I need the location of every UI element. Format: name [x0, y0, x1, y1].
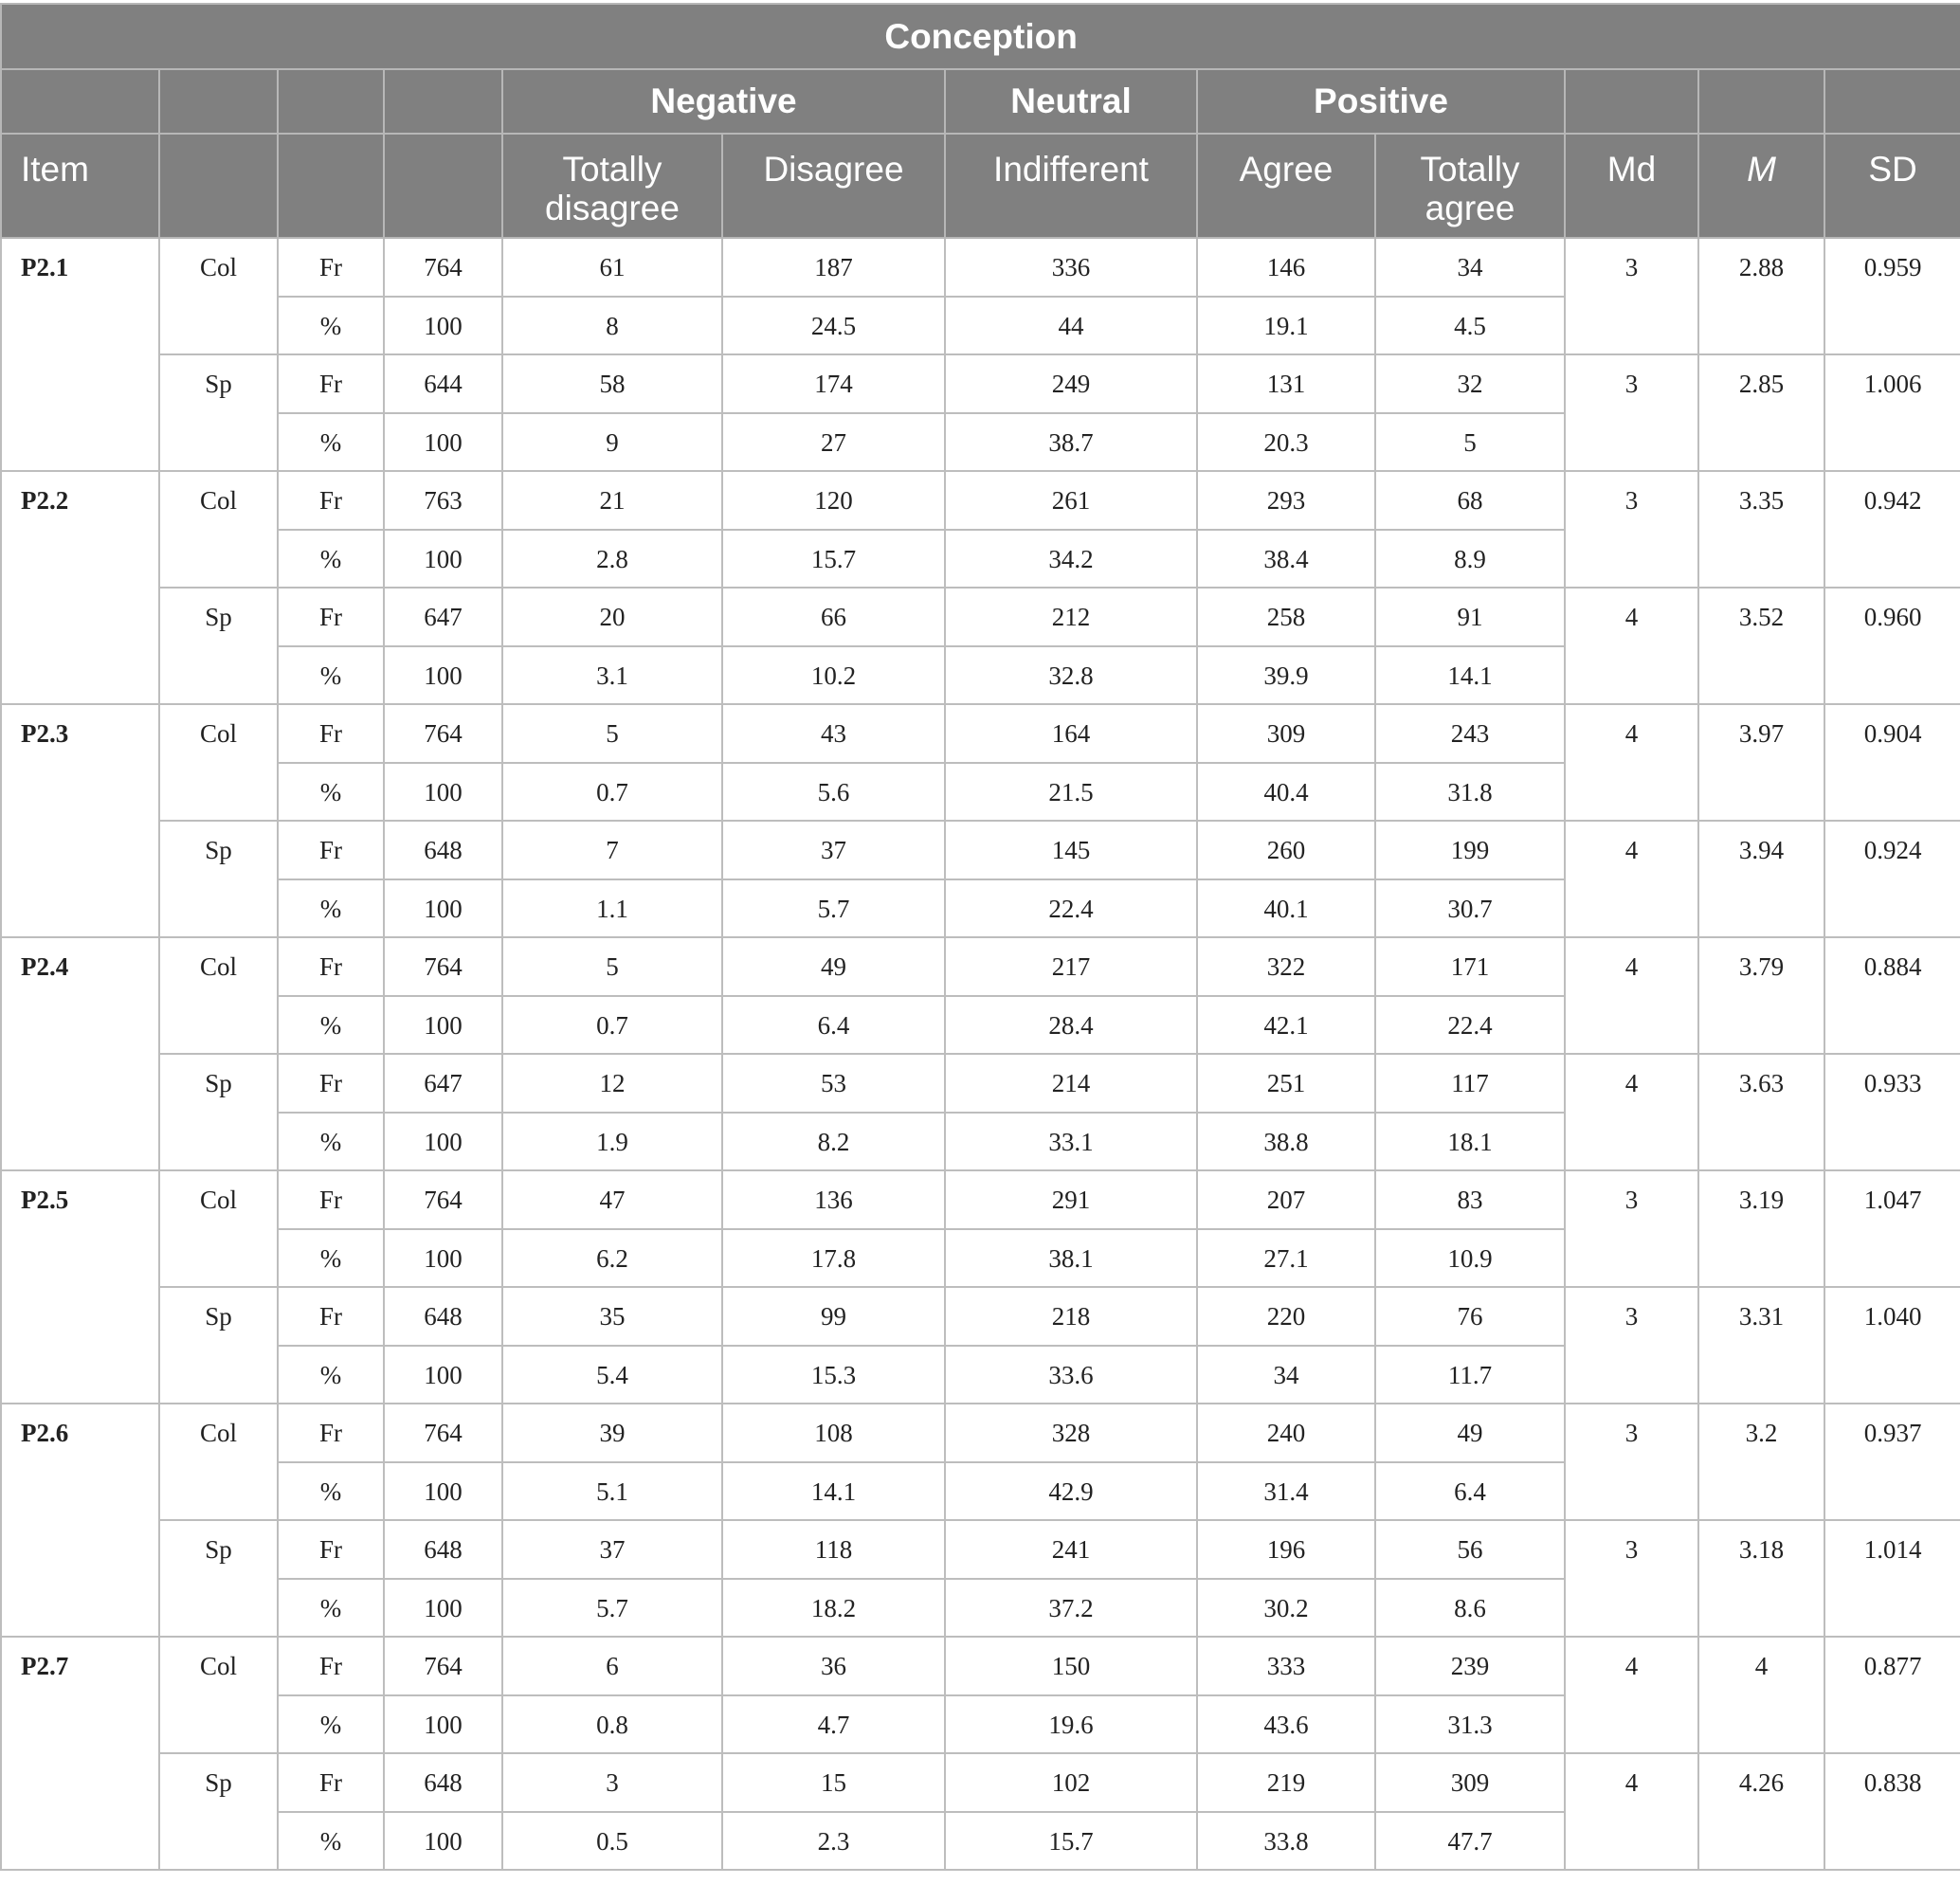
type-cell: Fr: [278, 1520, 384, 1579]
n-cell: 764: [384, 704, 502, 763]
totally-disagree-cell: 3.1: [502, 646, 722, 705]
header-blank: [278, 69, 384, 134]
totally-disagree-cell: 12: [502, 1054, 722, 1113]
indifferent-cell: 28.4: [945, 996, 1197, 1055]
type-cell: Fr: [278, 471, 384, 530]
agree-cell: 31.4: [1197, 1462, 1375, 1521]
disagree-cell: 17.8: [722, 1229, 945, 1288]
disagree-cell: 37: [722, 821, 945, 879]
sd-cell: 1.014: [1824, 1520, 1960, 1637]
column-header-agree: Agree: [1197, 134, 1375, 238]
table-row: [1, 1170, 1960, 1229]
agree-cell: 38.8: [1197, 1113, 1375, 1171]
group-header-neutral: Neutral: [945, 69, 1197, 134]
md-cell: 3: [1565, 1404, 1698, 1520]
md-cell: 3: [1565, 238, 1698, 354]
item-cell: P2.1: [1, 238, 159, 471]
country-cell: Col: [159, 238, 278, 354]
header-blank: [278, 134, 384, 238]
n-cell: 100: [384, 1579, 502, 1638]
column-header-md: Md: [1565, 134, 1698, 238]
indifferent-cell: 42.9: [945, 1462, 1197, 1521]
totally-disagree-cell: 61: [502, 238, 722, 297]
item-cell: P2.6: [1, 1404, 159, 1637]
agree-cell: 19.1: [1197, 297, 1375, 355]
agree-cell: 40.1: [1197, 879, 1375, 938]
item-cell: P2.2: [1, 471, 159, 704]
disagree-cell: 2.3: [722, 1812, 945, 1871]
disagree-cell: 5.7: [722, 879, 945, 938]
totally-agree-cell: 31.3: [1375, 1695, 1565, 1754]
group-header-positive: Positive: [1197, 69, 1565, 134]
totally-disagree-cell: 1.9: [502, 1113, 722, 1171]
disagree-cell: 66: [722, 588, 945, 646]
table-row: [1, 354, 1960, 413]
type-cell: Fr: [278, 588, 384, 646]
table-row: [1, 1520, 1960, 1579]
totally-agree-cell: 31.8: [1375, 763, 1565, 822]
n-cell: 100: [384, 1462, 502, 1521]
md-cell: 4: [1565, 1753, 1698, 1870]
indifferent-cell: 217: [945, 937, 1197, 996]
totally-disagree-cell: 7: [502, 821, 722, 879]
totally-disagree-cell: 0.5: [502, 1812, 722, 1871]
disagree-cell: 6.4: [722, 996, 945, 1055]
n-cell: 647: [384, 1054, 502, 1113]
group-header-negative: Negative: [502, 69, 945, 134]
n-cell: 648: [384, 1520, 502, 1579]
totally-agree-cell: 309: [1375, 1753, 1565, 1812]
type-cell: %: [278, 1462, 384, 1521]
n-cell: 100: [384, 1812, 502, 1871]
table-row: [1, 238, 1960, 297]
type-cell: Fr: [278, 704, 384, 763]
indifferent-cell: 38.1: [945, 1229, 1197, 1288]
totally-disagree-cell: 3: [502, 1753, 722, 1812]
disagree-cell: 5.6: [722, 763, 945, 822]
type-cell: Fr: [278, 238, 384, 297]
totally-disagree-cell: 0.8: [502, 1695, 722, 1754]
totally-disagree-cell: 37: [502, 1520, 722, 1579]
type-cell: Fr: [278, 354, 384, 413]
table-row: [1, 704, 1960, 763]
column-header-item: Item: [1, 134, 159, 238]
totally-disagree-cell: 6.2: [502, 1229, 722, 1288]
type-cell: %: [278, 1346, 384, 1404]
md-cell: 4: [1565, 588, 1698, 704]
totally-disagree-cell: 5.7: [502, 1579, 722, 1638]
type-cell: Fr: [278, 1404, 384, 1462]
country-cell: Sp: [159, 1520, 278, 1637]
column-header-indifferent: Indifferent: [945, 134, 1197, 238]
n-cell: 100: [384, 996, 502, 1055]
table-row: [1, 1054, 1960, 1113]
indifferent-cell: 34.2: [945, 530, 1197, 589]
n-cell: 100: [384, 646, 502, 705]
country-cell: Col: [159, 1637, 278, 1753]
table-row: [1, 821, 1960, 879]
column-header-totally-agree: Totally agree: [1375, 134, 1565, 238]
n-cell: 648: [384, 1753, 502, 1812]
mean-cell: 4.26: [1698, 1753, 1824, 1870]
totally-agree-cell: 30.7: [1375, 879, 1565, 938]
agree-cell: 40.4: [1197, 763, 1375, 822]
disagree-cell: 53: [722, 1054, 945, 1113]
totally-agree-cell: 34: [1375, 238, 1565, 297]
country-cell: Sp: [159, 1753, 278, 1870]
totally-disagree-cell: 47: [502, 1170, 722, 1229]
totally-agree-cell: 117: [1375, 1054, 1565, 1113]
agree-cell: 43.6: [1197, 1695, 1375, 1754]
column-header-totally-disagree: Totally disagree: [502, 134, 722, 238]
agree-cell: 33.8: [1197, 1812, 1375, 1871]
type-cell: Fr: [278, 1054, 384, 1113]
totally-agree-cell: 49: [1375, 1404, 1565, 1462]
mean-cell: 3.31: [1698, 1287, 1824, 1404]
disagree-cell: 136: [722, 1170, 945, 1229]
totally-agree-cell: 5: [1375, 413, 1565, 472]
mean-cell: 3.52: [1698, 588, 1824, 704]
agree-cell: 34: [1197, 1346, 1375, 1404]
type-cell: Fr: [278, 1637, 384, 1695]
type-cell: Fr: [278, 1287, 384, 1346]
disagree-cell: 24.5: [722, 297, 945, 355]
disagree-cell: 15.3: [722, 1346, 945, 1404]
agree-cell: 30.2: [1197, 1579, 1375, 1638]
totally-disagree-cell: 5.4: [502, 1346, 722, 1404]
totally-agree-cell: 8.6: [1375, 1579, 1565, 1638]
sd-cell: 1.006: [1824, 354, 1960, 471]
totally-disagree-cell: 35: [502, 1287, 722, 1346]
type-cell: Fr: [278, 937, 384, 996]
type-cell: %: [278, 763, 384, 822]
indifferent-cell: 214: [945, 1054, 1197, 1113]
indifferent-cell: 38.7: [945, 413, 1197, 472]
indifferent-cell: 164: [945, 704, 1197, 763]
agree-cell: 20.3: [1197, 413, 1375, 472]
totally-agree-cell: 239: [1375, 1637, 1565, 1695]
totally-agree-cell: 171: [1375, 937, 1565, 996]
mean-cell: 3.79: [1698, 937, 1824, 1054]
column-header-mean: M: [1698, 134, 1824, 238]
totally-disagree-cell: 21: [502, 471, 722, 530]
n-cell: 764: [384, 937, 502, 996]
agree-cell: 293: [1197, 471, 1375, 530]
type-cell: %: [278, 1579, 384, 1638]
item-cell: P2.5: [1, 1170, 159, 1404]
indifferent-cell: 218: [945, 1287, 1197, 1346]
type-cell: %: [278, 1695, 384, 1754]
header-blank: [1698, 69, 1824, 134]
totally-agree-cell: 47.7: [1375, 1812, 1565, 1871]
mean-cell: 3.97: [1698, 704, 1824, 821]
indifferent-cell: 32.8: [945, 646, 1197, 705]
indifferent-cell: 328: [945, 1404, 1197, 1462]
mean-cell: 3.35: [1698, 471, 1824, 588]
totally-disagree-cell: 58: [502, 354, 722, 413]
totally-disagree-cell: 2.8: [502, 530, 722, 589]
indifferent-cell: 19.6: [945, 1695, 1197, 1754]
sd-cell: 0.959: [1824, 238, 1960, 354]
disagree-cell: 108: [722, 1404, 945, 1462]
agree-cell: 42.1: [1197, 996, 1375, 1055]
indifferent-cell: 145: [945, 821, 1197, 879]
header-blank: [1565, 69, 1698, 134]
totally-agree-cell: 76: [1375, 1287, 1565, 1346]
type-cell: %: [278, 1113, 384, 1171]
disagree-cell: 14.1: [722, 1462, 945, 1521]
table-body: [1, 238, 1960, 1870]
totally-disagree-cell: 1.1: [502, 879, 722, 938]
mean-cell: 2.88: [1698, 238, 1824, 354]
table-row: [1, 937, 1960, 996]
table-row: [1, 1637, 1960, 1695]
md-cell: 3: [1565, 471, 1698, 588]
disagree-cell: 49: [722, 937, 945, 996]
type-cell: %: [278, 530, 384, 589]
agree-cell: 333: [1197, 1637, 1375, 1695]
totally-disagree-cell: 9: [502, 413, 722, 472]
type-cell: %: [278, 1812, 384, 1871]
totally-agree-cell: 18.1: [1375, 1113, 1565, 1171]
totally-disagree-cell: 6: [502, 1637, 722, 1695]
indifferent-cell: 150: [945, 1637, 1197, 1695]
indifferent-cell: 33.6: [945, 1346, 1197, 1404]
indifferent-cell: 33.1: [945, 1113, 1197, 1171]
indifferent-cell: 241: [945, 1520, 1197, 1579]
sd-cell: 0.904: [1824, 704, 1960, 821]
n-cell: 100: [384, 1695, 502, 1754]
sd-cell: 0.838: [1824, 1753, 1960, 1870]
totally-agree-cell: 10.9: [1375, 1229, 1565, 1288]
header-blank: [1, 69, 159, 134]
n-cell: 644: [384, 354, 502, 413]
indifferent-cell: 336: [945, 238, 1197, 297]
totally-disagree-cell: 5.1: [502, 1462, 722, 1521]
disagree-cell: 4.7: [722, 1695, 945, 1754]
n-cell: 763: [384, 471, 502, 530]
md-cell: 4: [1565, 1054, 1698, 1170]
agree-cell: 309: [1197, 704, 1375, 763]
n-cell: 648: [384, 1287, 502, 1346]
sd-cell: 0.924: [1824, 821, 1960, 937]
agree-cell: 240: [1197, 1404, 1375, 1462]
disagree-cell: 15: [722, 1753, 945, 1812]
indifferent-cell: 102: [945, 1753, 1197, 1812]
totally-agree-cell: 4.5: [1375, 297, 1565, 355]
totally-agree-cell: 243: [1375, 704, 1565, 763]
country-cell: Col: [159, 1170, 278, 1287]
disagree-cell: 174: [722, 354, 945, 413]
type-cell: Fr: [278, 1170, 384, 1229]
indifferent-cell: 261: [945, 471, 1197, 530]
n-cell: 648: [384, 821, 502, 879]
header-blank: [1824, 69, 1960, 134]
disagree-cell: 187: [722, 238, 945, 297]
disagree-cell: 15.7: [722, 530, 945, 589]
disagree-cell: 118: [722, 1520, 945, 1579]
disagree-cell: 36: [722, 1637, 945, 1695]
totally-disagree-cell: 0.7: [502, 996, 722, 1055]
table-row: [1, 588, 1960, 646]
n-cell: 100: [384, 879, 502, 938]
mean-cell: 4: [1698, 1637, 1824, 1753]
md-cell: 4: [1565, 937, 1698, 1054]
sd-cell: 0.884: [1824, 937, 1960, 1054]
disagree-cell: 8.2: [722, 1113, 945, 1171]
agree-cell: 251: [1197, 1054, 1375, 1113]
agree-cell: 39.9: [1197, 646, 1375, 705]
type-cell: %: [278, 413, 384, 472]
table-row: [1, 1287, 1960, 1346]
agree-cell: 196: [1197, 1520, 1375, 1579]
country-cell: Sp: [159, 821, 278, 937]
table-title: Conception: [1, 4, 1960, 69]
header-blank: [159, 69, 278, 134]
country-cell: Sp: [159, 1054, 278, 1170]
indifferent-cell: 291: [945, 1170, 1197, 1229]
md-cell: 4: [1565, 821, 1698, 937]
disagree-cell: 18.2: [722, 1579, 945, 1638]
conception-table: [0, 3, 1960, 1871]
sd-cell: 0.960: [1824, 588, 1960, 704]
md-cell: 3: [1565, 1520, 1698, 1637]
indifferent-cell: 212: [945, 588, 1197, 646]
totally-disagree-cell: 20: [502, 588, 722, 646]
md-cell: 4: [1565, 704, 1698, 821]
country-cell: Sp: [159, 1287, 278, 1404]
type-cell: %: [278, 1229, 384, 1288]
disagree-cell: 120: [722, 471, 945, 530]
n-cell: 764: [384, 1404, 502, 1462]
n-cell: 100: [384, 1229, 502, 1288]
indifferent-cell: 249: [945, 354, 1197, 413]
md-cell: 3: [1565, 1170, 1698, 1287]
sd-cell: 1.047: [1824, 1170, 1960, 1287]
indifferent-cell: 37.2: [945, 1579, 1197, 1638]
totally-agree-cell: 68: [1375, 471, 1565, 530]
agree-cell: 220: [1197, 1287, 1375, 1346]
agree-cell: 207: [1197, 1170, 1375, 1229]
agree-cell: 260: [1197, 821, 1375, 879]
disagree-cell: 43: [722, 704, 945, 763]
totally-agree-cell: 56: [1375, 1520, 1565, 1579]
indifferent-cell: 44: [945, 297, 1197, 355]
totally-agree-cell: 8.9: [1375, 530, 1565, 589]
indifferent-cell: 22.4: [945, 879, 1197, 938]
country-cell: Sp: [159, 354, 278, 471]
table-row: [1, 1753, 1960, 1812]
totally-disagree-cell: 0.7: [502, 763, 722, 822]
n-cell: 100: [384, 1346, 502, 1404]
n-cell: 100: [384, 763, 502, 822]
item-cell: P2.7: [1, 1637, 159, 1870]
column-header-sd: SD: [1824, 134, 1960, 238]
header-blank: [384, 69, 502, 134]
n-cell: 764: [384, 238, 502, 297]
type-cell: %: [278, 879, 384, 938]
totally-agree-cell: 32: [1375, 354, 1565, 413]
totally-agree-cell: 11.7: [1375, 1346, 1565, 1404]
n-cell: 100: [384, 413, 502, 472]
mean-cell: 3.18: [1698, 1520, 1824, 1637]
totally-agree-cell: 14.1: [1375, 646, 1565, 705]
indifferent-cell: 21.5: [945, 763, 1197, 822]
mean-cell: 3.63: [1698, 1054, 1824, 1170]
country-cell: Col: [159, 1404, 278, 1520]
agree-cell: 219: [1197, 1753, 1375, 1812]
type-cell: Fr: [278, 1753, 384, 1812]
disagree-cell: 27: [722, 413, 945, 472]
md-cell: 4: [1565, 1637, 1698, 1753]
totally-disagree-cell: 5: [502, 704, 722, 763]
table-row: [1, 1404, 1960, 1462]
n-cell: 647: [384, 588, 502, 646]
country-cell: Sp: [159, 588, 278, 704]
totally-disagree-cell: 5: [502, 937, 722, 996]
disagree-cell: 99: [722, 1287, 945, 1346]
sd-cell: 1.040: [1824, 1287, 1960, 1404]
n-cell: 100: [384, 297, 502, 355]
totally-agree-cell: 6.4: [1375, 1462, 1565, 1521]
sd-cell: 0.877: [1824, 1637, 1960, 1753]
sd-cell: 0.933: [1824, 1054, 1960, 1170]
n-cell: 100: [384, 1113, 502, 1171]
country-cell: Col: [159, 937, 278, 1054]
disagree-cell: 10.2: [722, 646, 945, 705]
country-cell: Col: [159, 704, 278, 821]
column-header-disagree: Disagree: [722, 134, 945, 238]
item-cell: P2.4: [1, 937, 159, 1170]
table-row: [1, 471, 1960, 530]
indifferent-cell: 15.7: [945, 1812, 1197, 1871]
totally-disagree-cell: 8: [502, 297, 722, 355]
agree-cell: 146: [1197, 238, 1375, 297]
type-cell: %: [278, 646, 384, 705]
agree-cell: 322: [1197, 937, 1375, 996]
item-cell: P2.3: [1, 704, 159, 937]
sd-cell: 0.942: [1824, 471, 1960, 588]
header-blank: [159, 134, 278, 238]
mean-cell: 3.94: [1698, 821, 1824, 937]
totally-agree-cell: 91: [1375, 588, 1565, 646]
agree-cell: 258: [1197, 588, 1375, 646]
mean-cell: 2.85: [1698, 354, 1824, 471]
md-cell: 3: [1565, 1287, 1698, 1404]
header-blank: [384, 134, 502, 238]
sd-cell: 0.937: [1824, 1404, 1960, 1520]
country-cell: Col: [159, 471, 278, 588]
md-cell: 3: [1565, 354, 1698, 471]
type-cell: %: [278, 297, 384, 355]
mean-cell: 3.19: [1698, 1170, 1824, 1287]
agree-cell: 38.4: [1197, 530, 1375, 589]
totally-disagree-cell: 39: [502, 1404, 722, 1462]
mean-cell: 3.2: [1698, 1404, 1824, 1520]
totally-agree-cell: 83: [1375, 1170, 1565, 1229]
type-cell: %: [278, 996, 384, 1055]
agree-cell: 131: [1197, 354, 1375, 413]
n-cell: 764: [384, 1637, 502, 1695]
totally-agree-cell: 22.4: [1375, 996, 1565, 1055]
type-cell: Fr: [278, 821, 384, 879]
n-cell: 764: [384, 1170, 502, 1229]
agree-cell: 27.1: [1197, 1229, 1375, 1288]
totally-agree-cell: 199: [1375, 821, 1565, 879]
n-cell: 100: [384, 530, 502, 589]
